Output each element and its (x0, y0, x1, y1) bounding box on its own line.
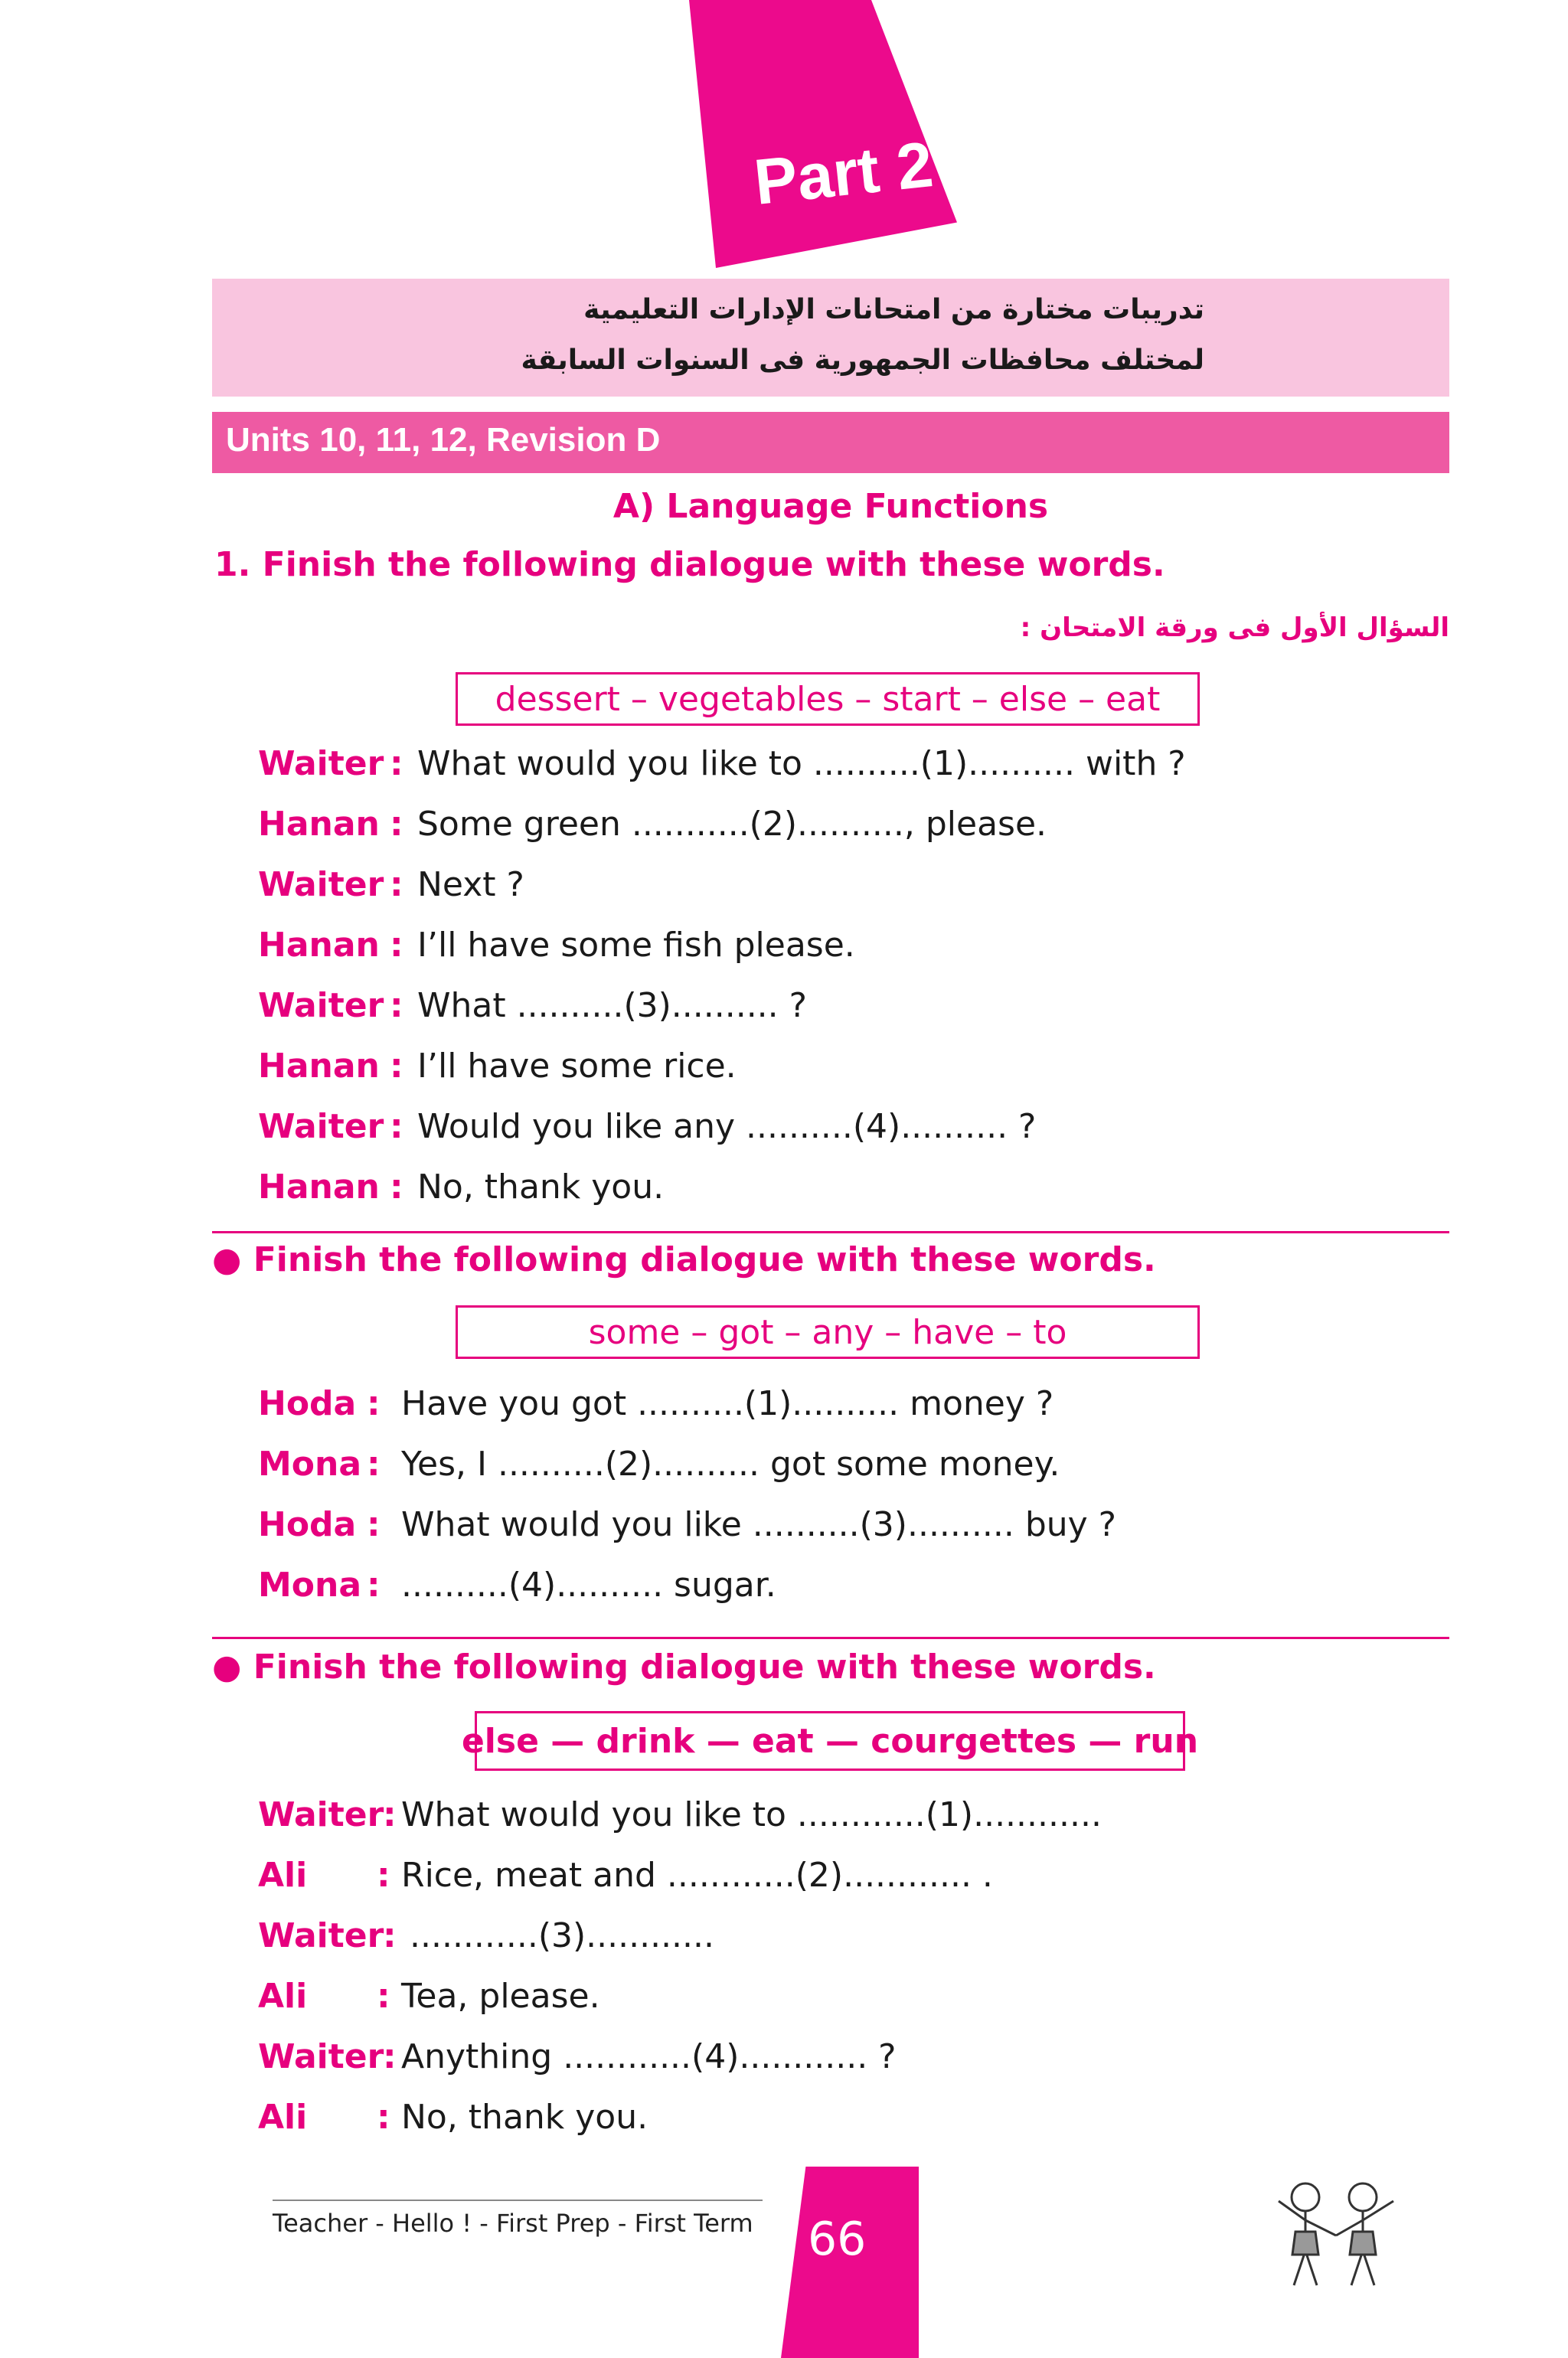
q2-heading-text: Finish the following dialogue with these words. (253, 1240, 1156, 1279)
line-text: Next ? (417, 865, 524, 904)
footer-divider (273, 2200, 763, 2201)
line-text: Would you like any ..........(4).......... ? (417, 1107, 1037, 1146)
line-text: Rice, meat and ............(2)............ . (401, 1856, 993, 1895)
section-title: A) Language Functions (612, 487, 1049, 526)
line-text: Some green ...........(2).........., please. (417, 805, 1047, 844)
speaker-name: Hanan (258, 1168, 380, 1207)
q1-arabic-note: السؤال الأول فى ورقة الامتحان : (1020, 612, 1449, 643)
arabic-header-line-1: تدريبات مختارة من امتحانات الإدارات التعليمية (583, 294, 1204, 325)
speaker-name: Waiter (258, 2037, 384, 2076)
units-bar (212, 412, 1449, 473)
speaker-name: Mona (258, 1445, 362, 1484)
q3-heading (212, 1648, 1156, 1687)
speaker-colon: : (377, 2098, 390, 2137)
speaker-colon: : (367, 1566, 381, 1605)
speaker-name: Waiter (258, 986, 384, 1025)
divider (212, 1637, 1449, 1639)
line-text: What ..........(3).......... ? (417, 986, 807, 1025)
speaker-colon: : (390, 926, 403, 965)
speaker-colon: : (383, 2037, 397, 2076)
speaker-colon: : (377, 1856, 390, 1895)
speaker-colon: : (367, 1445, 381, 1484)
page-number: 66 (808, 2213, 867, 2266)
line-text: Tea, please. (401, 1977, 600, 2016)
q1-heading: 1. Finish the following dialogue with these words. (214, 545, 1165, 584)
units-title: Units 10, 11, 12, Revision D (226, 421, 661, 459)
line-text: I’ll have some rice. (417, 1047, 737, 1086)
speaker-colon: : (367, 1384, 381, 1423)
speaker-colon: : (390, 1168, 403, 1207)
speaker-name: Mona (258, 1566, 362, 1605)
speaker-name: Waiter (258, 1795, 384, 1834)
q3-heading-text: Finish the following dialogue with these words. (253, 1648, 1156, 1687)
speaker-colon: : (390, 805, 403, 844)
speaker-colon: : (390, 865, 403, 904)
speaker-colon: : (383, 1795, 397, 1834)
speaker-colon: : (383, 1916, 397, 1955)
speaker-colon: : (377, 1977, 390, 2016)
arabic-header-line-2: لمختلف محافظات الجمهورية فى السنوات السابقة (521, 345, 1204, 376)
q2-word-box: some – got – any – have – to (456, 1305, 1200, 1359)
speaker-name: Hoda (258, 1505, 357, 1544)
line-text: ............(3)............ (410, 1916, 714, 1955)
line-text: No, thank you. (417, 1168, 665, 1207)
speaker-colon: : (390, 744, 403, 783)
line-text: What would you like ..........(3).......... buy ? (401, 1505, 1117, 1544)
speaker-colon: : (367, 1505, 381, 1544)
line-text: ..........(4).......... sugar. (401, 1566, 776, 1605)
speaker-colon: : (390, 986, 403, 1025)
q2-heading (212, 1240, 1156, 1279)
speaker-name: Ali (258, 2098, 308, 2137)
line-text: Anything ............(4)............ ? (401, 2037, 897, 2076)
arabic-header-box (212, 279, 1449, 397)
speaker-name: Waiter (258, 1107, 384, 1146)
speaker-name: Hoda (258, 1384, 357, 1423)
kids-illustration-icon (1263, 2170, 1409, 2293)
line-text: No, thank you. (401, 2098, 648, 2137)
divider (212, 1231, 1449, 1233)
speaker-name: Hanan (258, 926, 380, 965)
line-text: Have you got ..........(1).......... money ? (401, 1384, 1054, 1423)
speaker-name: Ali (258, 1977, 308, 2016)
bullet-icon: ● (212, 1240, 242, 1279)
speaker-name: Hanan (258, 805, 380, 844)
speaker-name: Waiter (258, 865, 384, 904)
q3-word-box: else — drink — eat — courgettes — run (475, 1711, 1185, 1771)
part-label: Part 2 (750, 128, 936, 218)
speaker-colon: : (390, 1047, 403, 1086)
line-text: What would you like to ..........(1).......... with ? (417, 744, 1186, 783)
speaker-name: Ali (258, 1856, 308, 1895)
line-text: What would you like to ............(1)............ (401, 1795, 1102, 1834)
line-text: I’ll have some fish please. (417, 926, 855, 965)
line-text: Yes, I ..........(2).......... got some money. (401, 1445, 1060, 1484)
q1-word-box: dessert – vegetables – start – else – eat (456, 672, 1200, 726)
bullet-icon: ● (212, 1648, 242, 1687)
speaker-name: Hanan (258, 1047, 380, 1086)
footer-text: Teacher - Hello ! - First Prep - First Term (273, 2209, 753, 2238)
speaker-colon: : (390, 1107, 403, 1146)
speaker-name: Waiter (258, 744, 384, 783)
speaker-name: Waiter (258, 1916, 384, 1955)
